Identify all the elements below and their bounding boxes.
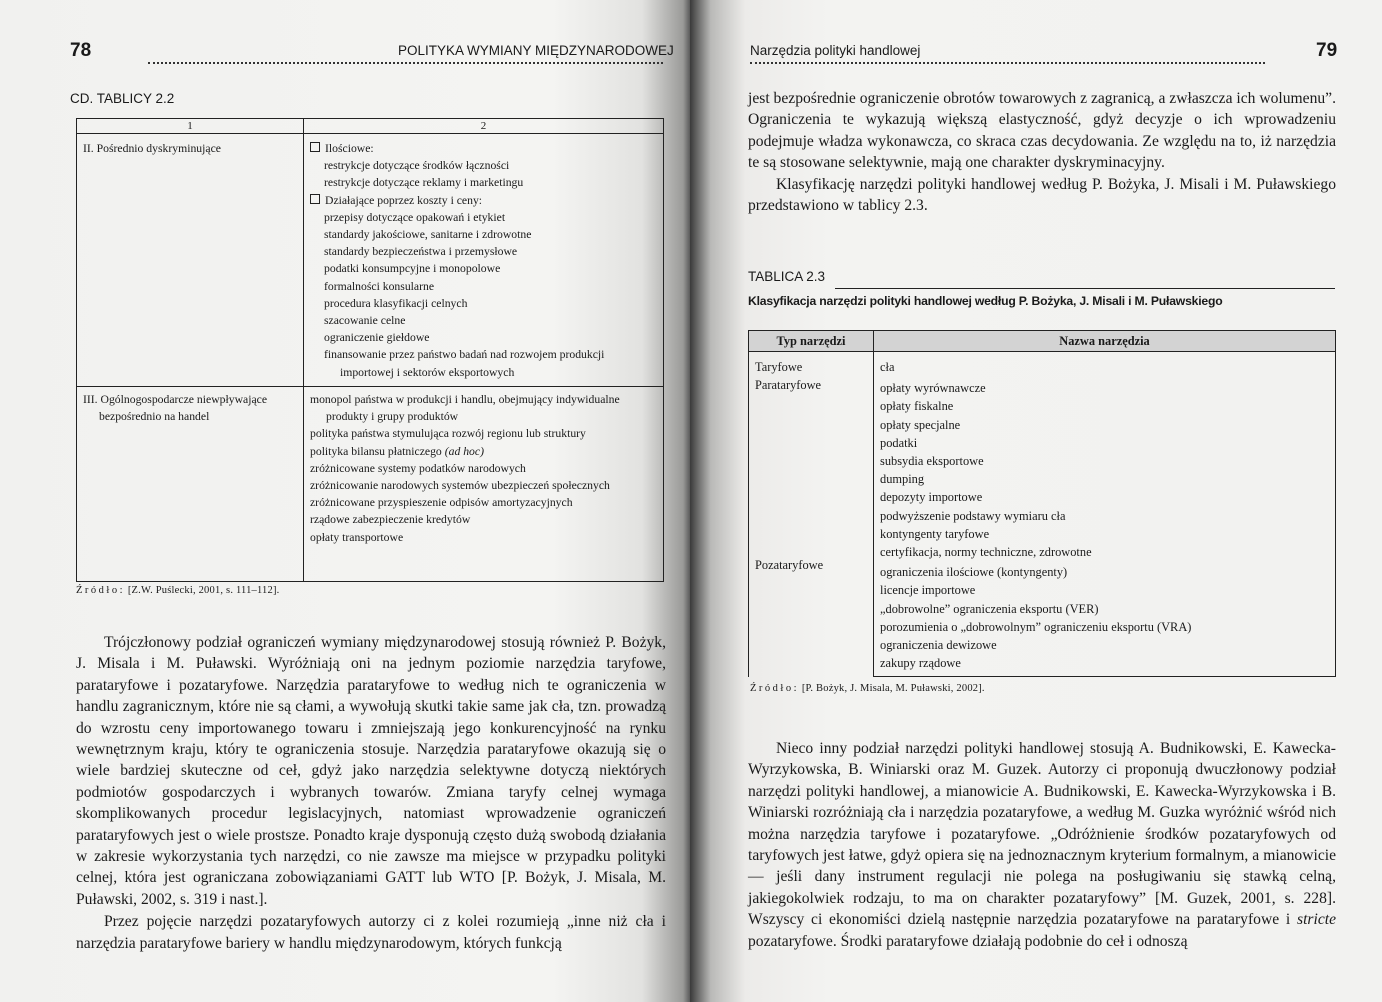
source-label: Źródło: [76,585,125,596]
source-text: [Z.W. Puślecki, 2001, s. 111–112]. [127,585,280,596]
paragraph: Przez pojęcie narzędzi pozataryfowych autorzy ci z kolei rozumieją „inne niż cła i narzędzia parataryfowe bariery w handlu międzynarodowym, których funkcją [76,913,666,952]
checkbox-icon [310,142,320,152]
row-label: Parataryfowe [755,378,822,393]
list-item: opłaty transportowe [310,530,404,544]
category-heading: Ilościowe: [325,142,374,155]
col-header: 1 [77,119,304,134]
running-head: POLITYKA WYMIANY MIĘDZYNARODOWEJ [398,43,674,58]
list-item: podatki [880,435,918,450]
dotted-rule [148,62,663,64]
table-header-row [749,331,1336,352]
dotted-rule [750,62,1265,64]
list-item: dumping [880,472,925,487]
category-heading: Działające poprzez koszty i ceny: [325,193,483,207]
list-item: zróżnicowane przyspieszenie odpisów amortyzacyjnych [310,496,573,510]
checkbox-icon [310,194,320,204]
list-item: „dobrowolne” ograniczenia eksportu (VER) [880,601,1099,616]
list-item: certyfikacja, normy techniczne, zdrowotne [880,545,1092,560]
paragraph-text: Nieco inny podział narzędzi polityki handlowej stosują A. Budnikowski, E. Kawecka-Wyrzykowska, B. Winiarski oraz M. Guzek. Autorzy ci proponują dwuczłonowy podział narzędzi polityki handlowej, a mianowicie A. Budnikowski, E. Kawecka-Wyrzykowska i B. Winiarski rozróżniają cła i narzędzia pozataryfowe, a według M. Guzka wyróżnić wśród nich można narzędzia taryfowe i pozataryfowe. „Odróżnienie środków pozataryfowych od taryfowych jest łatwe, gdyż opiera się na jednoznacznym kryterium formalnym, a mianowicie — jeśli dany instrument regulacji nie polega na posługiwaniu się stawką celną, jakiegokolwiek rodzaju, to ma on charakter pozataryfowy” [M. Guzek, 2001, s. 228]. Wszyscy ci ekonomiści dzielą następnie narzędzia pozataryfowe na parataryfowe [748,740,1336,929]
table-row [77,387,664,582]
list-item: restrykcje dotyczące reklamy i marketingu [324,176,524,190]
list-item: opłaty wyrównawcze [880,381,986,396]
list-item: depozyty importowe [880,490,983,505]
list-item: polityka bilansu płatniczego [310,444,442,458]
list-item: formalności konsularne [324,279,435,293]
table-title: Klasyfikacja narzędzi polityki handlowej według P. Bożyka, J. Misali i M. Puławskiego [748,294,1223,308]
list-item: standardy bezpieczeństwa i przemysłowe [324,245,518,259]
col-header: Typ narzędzi [749,331,874,352]
list-item: przepisy dotyczące opakowań i etykiet [324,210,506,224]
paragraph: Klasyfikację narzędzi polityki handlowej według P. Bożyka, J. Misali i M. Puławskiego przedstawiono w tablicy 2.3. [748,175,1336,215]
body-text [76,632,666,954]
list-item: szacowanie celne [324,314,406,328]
list-item: standardy jakościowe, sanitarne i zdrowotne [324,228,532,242]
table-header-row [77,119,664,134]
list-item: procedura klasyfikacji celnych [324,296,468,310]
list-item: zróżnicowane systemy podatków narodowych [310,461,526,475]
list-item: opłaty specjalne [880,417,961,432]
list-item: ograniczenie giełdowe [324,331,430,345]
row-label: Pozataryfowe [755,558,824,573]
body-text [748,88,1336,216]
table-source [750,683,985,694]
list-item: licencje importowe [880,583,976,598]
running-head: Narzędzia polityki handlowej [750,43,921,58]
row-label: II. Pośrednio dyskryminujące [83,142,221,155]
table-label: TABLICA 2.3 [748,269,826,284]
list-item: polityka państwa stymulująca rozwój regionu lub struktury [310,427,586,441]
row-label: III. Ogólnogospodarcze niewpływające bezpośrednio na handel [83,393,268,424]
list-item: kontyngenty taryfowe [880,526,990,541]
table-2-2-continued [76,118,664,582]
list-item: podatki konsumpcyjne i monopolowe [324,262,501,276]
list-item: porozumienia o „dobrowolnym” ograniczeniu eksportu (VRA) [880,619,1192,634]
table-caption: CD. TABLICY 2.2 [70,91,175,106]
list-item: restrykcje dotyczące środków łączności [324,159,510,173]
paragraph: Trójczłonowy podział ograniczeń wymiany międzynarodowej stosują również P. Bożyk, J. Misala i M. Puławski. Wyróżniają oni na jednym poziomie narzędzia taryfowe, parataryfowe i pozataryfowe. Narzędzia parataryfowe to według nich te ograniczenia w handlu zagranicznym, które nie są cłami, a wywołują skutki takie same jak cła, tzn. prowadzą do wzrostu ceny importowanego towaru i zmniejszają jego konkurencyjność na rynku wewnętrznym kraju, który te ograniczenia stosuje. Narzędzia parataryfowe okazują się o wiele bardziej skuteczne od ceł, gdyż jako narzędzia selektywne dotyczą niektórych podmiotów gospodarczych i wybranych towarów. Zmiana taryfy celnej wymaga skomplikowanych procedur legislacyjnych, natomiast wprowadzenie ograniczeń parataryfowych jest o wiele prostsze. Ponadto kraje dysponują często dużą swobodą działania w zakresie wykorzystania tych narzędzi, co nie zawsze ma miejsce w przypadku polityki celnej, która jest ograniczana zobowiązaniami GATT lub WTO [P. Bożyk, J. Misala, M. Puławski, 2002, s. 319 i nast.]. [76,634,666,908]
list-item: podwyższenie podstawy wymiaru cła [880,508,1066,523]
italic-term: stricte [1297,911,1336,929]
italic-note: (ad hoc) [444,444,484,458]
col-header: 2 [304,119,664,134]
left-page [0,0,690,1002]
table-row [749,352,1336,677]
table-row [77,134,664,387]
list-item: ograniczenia dewizowe [880,638,997,653]
list-item: ograniczenia ilościowe (kontyngenty) [880,565,1068,580]
body-text [748,738,1336,952]
list-item: cła [880,360,895,374]
page-number: 78 [70,40,92,61]
list-item: opłaty fiskalne [880,399,954,414]
row-label: Taryfowe [755,360,803,374]
list-item: zróżnicowanie narodowych systemów ubezpieczeń społecznych [310,479,610,493]
paragraph: Nieco inny podział narzędzi polityki handlowej stosują A. Budnikowski, E. Kawecka-Wyrzykowska, B. Winiarski oraz M. Guzek. Autorzy ci proponują dwuczłonowy podział narzędzi polityki handlowej, a mianowicie A. Budnikowski, E. Kawecka-Wyrzykowska i B. Winiarski rozróżniają cła i narzędzia pozataryfowe, a według M. Guzka wyróżnić wśród nich można narzędzia taryfowe i pozataryfowe. „Odróżnienie środków pozataryfowych od taryfowych jest łatwe, gdyż opiera się na jednoznacznym kryterium formalnym, a mianowicie — jeśli dany instrument regulacji nie polega na posługiwaniu się stawką celną, jakiegokolwiek rodzaju, to ma on charakter pozataryfowy” [M. Guzek, 2001, s. 228]. Wszyscy ci ekonomiści dzielą następnie narzędzia pozataryfowe na parataryfowe i stricte pozataryfowe. Środki parataryfowe działają podobnie do ceł i odnoszą [748,740,1336,950]
list-item: monopol państwa w produkcji i handlu, obejmujący indywidualne produkty i grupy produktów [310,393,620,424]
list-item: finansowanie przez państwo badań nad rozwojem produkcji importowej i sektorów eksportowych [324,348,605,379]
page-number: 79 [1316,40,1338,61]
col-header: Nazwa narzędzia [874,331,1336,352]
paragraph: jest bezpośrednie ograniczenie obrotów towarowych z zagranicą, a zwłaszcza ich wolumenu”. Ograniczenia te wykazują większą elastyczność, gdyż decyzje o ich wprowadzeniu podejmuje władza wykonawcza, co skraca czas decydowania. Ze względu na to, iż narzędzia te są stosowane selektywnie, mają one charakter dyskryminacyjny. [748,90,1336,172]
list-item: rządowe zabezpieczenie kredytów [310,513,471,527]
source-label: Źródło: [750,683,799,694]
list-item: zakupy rządowe [880,656,961,671]
table-source [76,585,279,596]
table-2-3 [748,330,1336,677]
list-item: subsydia eksportowe [880,454,984,469]
source-text: [P. Bożyk, J. Misala, M. Puławski, 2002]. [801,683,985,694]
caption-rule [835,288,1335,289]
